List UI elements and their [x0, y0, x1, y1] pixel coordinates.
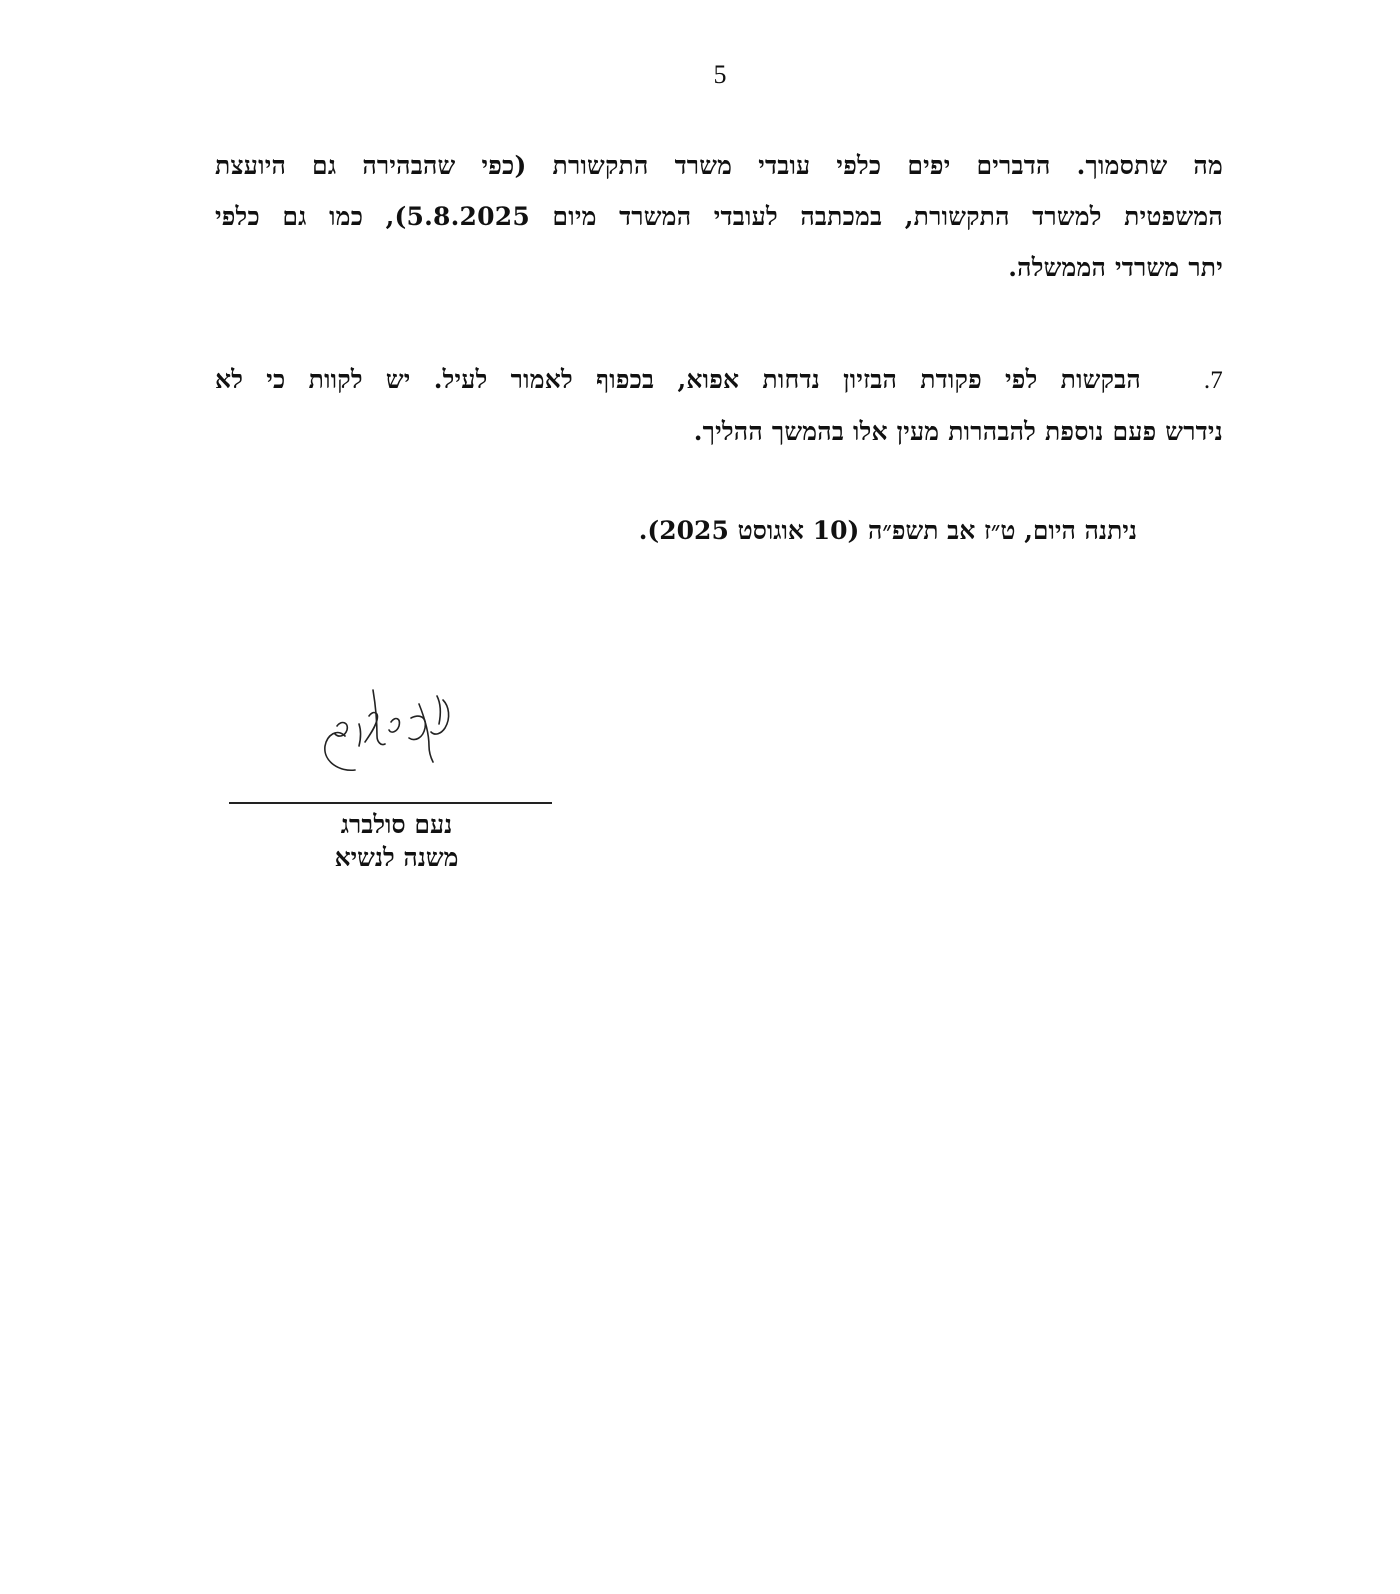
paragraph-continuation [215, 140, 1223, 293]
handwritten-signature [315, 680, 465, 780]
paragraph-line: הבקשות לפי פקודת הבזיון נדחות אפוא, בכפוף לאמור לעיל. יש לקוות כי לא [215, 365, 1141, 394]
paragraph-line: המשפטית למשרד התקשורת, במכתבה לעובדי המשרד מיום 5.8.2025), כמו גם כלפי [215, 202, 1223, 231]
signer-name: נעם סולברג [340, 810, 453, 839]
given-date: ניתנה היום, ט״ז אב תשפ״ה (10 אוגוסט 2025). [638, 516, 1137, 545]
paragraph-first-line [215, 354, 1223, 406]
paragraph-7 [215, 354, 1223, 457]
signature-line [229, 802, 552, 804]
paragraph-line: נידרש פעם נוספת להבהרות מעין אלו בהמשך ההליך. [693, 417, 1223, 446]
paragraph-number: 7. [1203, 367, 1223, 394]
page-number: 5 [713, 60, 727, 89]
signer-title: משנה לנשיא [334, 843, 459, 872]
paragraph-line: מה שתסמוך. הדברים יפים כלפי עובדי משרד התקשורת (כפי שהבהירה גם היועצת [215, 151, 1223, 180]
paragraph-line: יתר משרדי הממשלה. [1008, 253, 1223, 282]
